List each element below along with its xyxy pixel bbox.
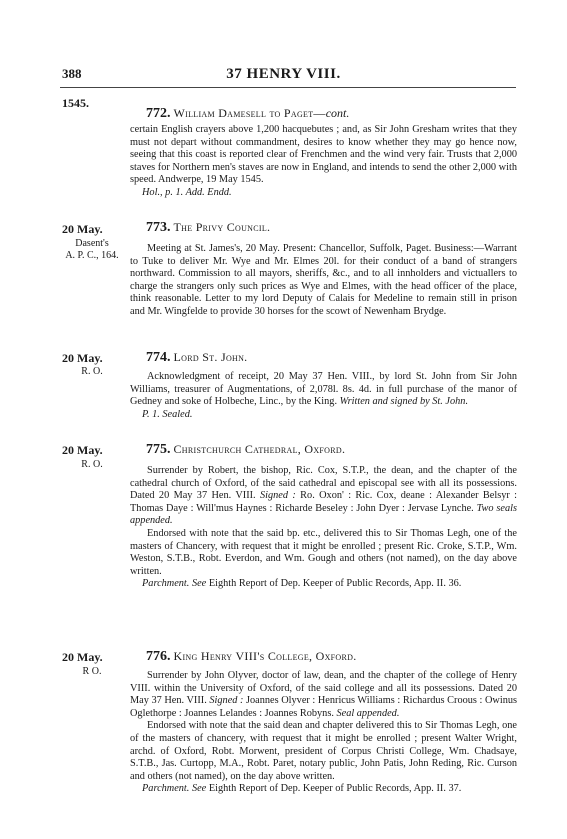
entry-title: The Privy Council. (173, 220, 271, 234)
entry-source: Dasent's A. P. C., 164. (65, 238, 119, 261)
entry-footnote: Hol., p. 1. Add. Endd. (142, 186, 232, 198)
entry-text: Acknowledgment of receipt, 20 May 37 Hen. VIII., by lord St. John from Sir John Williams, treasurer of Augmentations, of 2,078l. 8s. 4d. in full purchase of the manor of Gedney and soke of Holbeche, Linc., by the King. Written and signed by St. John. (130, 371, 517, 408)
entry-body (130, 465, 517, 591)
entry-body (130, 371, 517, 421)
entry-footnote: P. 1. Sealed. (142, 408, 193, 420)
entry-date: 20 May. (62, 443, 103, 457)
entry-title-cont: cont. (325, 106, 350, 120)
entry-body (130, 243, 517, 319)
entry-number: 772. (146, 106, 171, 121)
entry-heading (146, 106, 349, 122)
entry-source: R. O. (81, 459, 103, 470)
entry-number: 773. (146, 220, 171, 235)
entry-body (130, 124, 517, 200)
entry-date: 20 May. (62, 222, 103, 236)
entry-endorsement: Endorsed with note that the said bp. etc., delivered this to Sir Thomas Legh, one of the masters of Chancery, with request that it might be enrolled ; present Ric. Croke, S.T.P., Wm. Weston, S.T.B., Robt. Everdon, and Wm. Gough and others (not named), on the day above written. (130, 527, 517, 577)
entry-footnote: Parchment. See Eighth Report of Dep. Keeper of Public Records, App. II. 36. (142, 578, 462, 590)
entry-text: Surrender by Robert, the bishop, Ric. Cox, S.T.P., the dean, and the chapter of the cathedral church of Oxford, of the said cathedral and episcopal see with all its possessions. Dated 20 May 37 Hen. VIII. Signed : Ro. Oxon' : Ric. Cox, deane : Alexander Belsyr : Thomas Daye : Will'mus Haynes : Richarde Beseley : John Dyer : Jervase Lynche. Two seals appended. (130, 465, 518, 527)
entry-title: Lord St. John. (173, 350, 248, 364)
entry-body (130, 670, 517, 796)
page-number: 388 (62, 66, 82, 81)
entry-source: R. O. (81, 366, 103, 377)
page-header (0, 66, 567, 86)
entry-date: 20 May. (62, 650, 103, 664)
entry-endorsement: Endorsed with note that the said dean and chapter delivered this to Sir Thomas Legh, one of the masters of chancery, with request that it might be enrolled ; present Walter Wright, archd. of Oxford, Robt. Morwent, president of Corpus Christi College, Wm. Chadsaye, S.T.B., Jas. Curtopp, M.A., Robt. Paret, notary public, John Patis, John Reding, Ric. Curson and others (not named), on the day above written. (130, 720, 517, 782)
entry-text: certain English crayers above 1,200 hacquebutes ; and, as Sir John Gresham writes that they must not depart without commandment, desires to know whether they may go hence now, seeing that this coast is reported clear of Frenchmen and the wind very fair. Trusts that 2,000 staves for Northern men's staves are now in England, and intends to send the other 2,000 with speed. Andwerpe, 19 May 1545. (130, 124, 517, 186)
entry-footnote: Parchment. See Eighth Report of Dep. Keeper of Public Records, App. II. 37. (142, 783, 462, 795)
entry-heading (146, 649, 357, 665)
entry-title: William Damesell to Paget— (173, 106, 326, 120)
entry-text: Surrender by John Olyver, doctor of law, dean, and the chapter of the college of Henry VIII. within the University of Oxford, of the said college and all its possessions. Dated 20 May 37 Hen. VIII. Signed : Joannes Olyver : Henricus Williams : Richardus Croous : Owinus Oglethorpe : Joannes Lelandes : Joannes Robyns. Seal appended. (130, 670, 517, 719)
entry-number: 775. (146, 442, 171, 457)
entry-text: Meeting at St. James's, 20 May. Present: Chancellor, Suffolk, Paget. Business:—Warrant to Tuke to deliver Mr. Wye and Mr. Elmes 20l. for their conduct of a band of strangers northward. Commission to all mayors, sheriffs, &c., and to all innholders and victuallers to charge the strangers only such prices as Wye and Elmes, with the head officer of the place, think reasonable. Letter to my lord Deputy of Calais for Medeline to remain still in prison and Mr. Wingfelde to provide 30 horses for the scowt of Newenham Brydge. (130, 243, 517, 317)
entry-heading (146, 220, 270, 236)
entry-date: 1545. (62, 96, 89, 110)
entry-title: King Henry VIII's College, Oxford. (173, 649, 357, 663)
entry-number: 774. (146, 350, 171, 365)
header-rule (60, 87, 516, 88)
entry-heading (146, 350, 247, 366)
entry-source: R O. (82, 666, 102, 677)
entry-date: 20 May. (62, 351, 103, 365)
entry-heading (146, 442, 345, 458)
entry-number: 776. (146, 649, 171, 664)
entry-title: Christchurch Cathedral, Oxford. (173, 442, 346, 456)
running-head: 37 HENRY VIII. (226, 66, 341, 82)
